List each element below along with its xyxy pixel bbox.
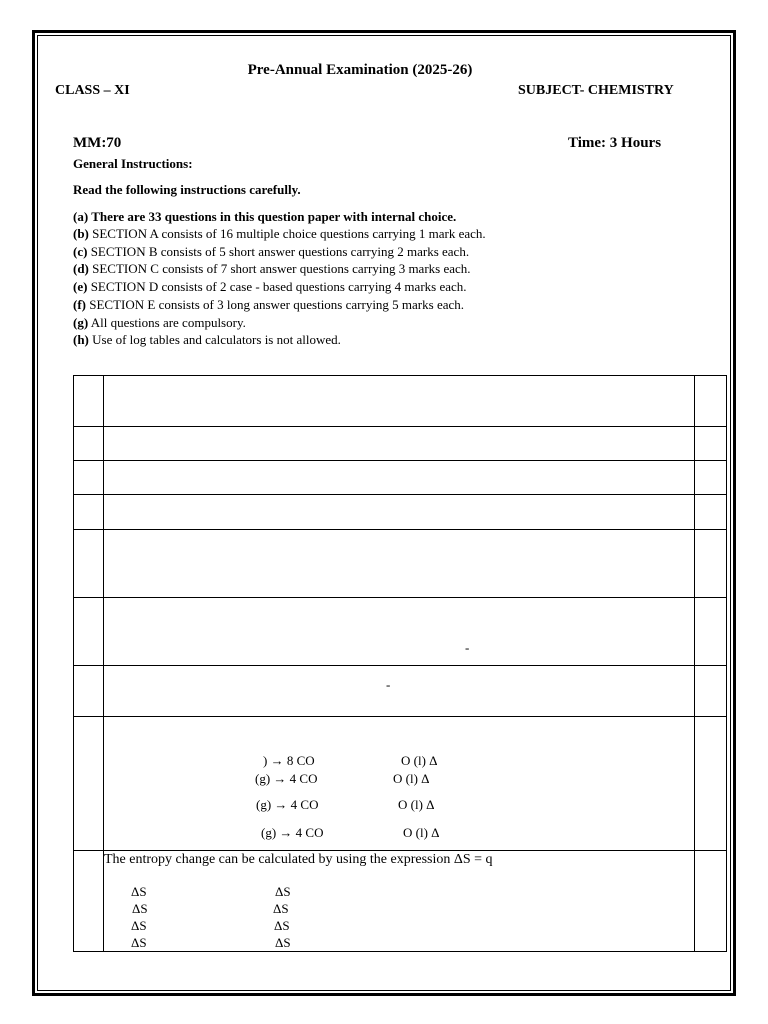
instructions-heading: General Instructions:: [73, 156, 193, 171]
instruction-item: [73, 315, 246, 331]
instruction-text: SECTION B consists of 5 short answer questions carrying 2 marks each.: [90, 244, 470, 259]
equation-left: (g) → 4 CO: [256, 797, 319, 812]
instruction-marker: (g): [73, 315, 89, 330]
instruction-item: [73, 279, 467, 295]
equation-left: ) → 8 CO: [263, 753, 315, 768]
instruction-marker: (e): [73, 279, 88, 294]
instruction-item: [73, 332, 341, 348]
equation-right: O (l) Δ: [403, 825, 440, 840]
option-right: ΔS: [275, 884, 291, 899]
equation-right: O (l) Δ: [398, 797, 435, 812]
table-row-divider: [74, 426, 726, 427]
table-dash: -: [386, 677, 391, 692]
instruction-text: There are 33 questions in this question paper with internal choice.: [91, 209, 457, 224]
instruction-item: [73, 261, 471, 277]
table-row-divider: [74, 850, 726, 851]
instruction-text: All questions are compulsory.: [90, 315, 246, 330]
instruction-text: SECTION C consists of 7 short answer questions carrying 3 marks each.: [92, 261, 471, 276]
option-right: ΔS: [273, 901, 289, 916]
instruction-text: SECTION E consists of 3 long answer questions carrying 5 marks each.: [89, 297, 465, 312]
equation-left: (g) → 4 CO: [255, 771, 318, 786]
instructions-read-line: Read the following instructions carefully.: [73, 182, 301, 197]
class-label: CLASS – XI: [55, 83, 130, 98]
subject-label: SUBJECT- CHEMISTRY: [518, 83, 674, 98]
instruction-item: [73, 209, 456, 225]
table-row-divider: [74, 665, 726, 666]
question-table: [73, 375, 727, 952]
table-column-divider: [694, 376, 695, 951]
exam-title: Pre-Annual Examination (2025-26): [247, 62, 473, 78]
instruction-text: SECTION A consists of 16 multiple choice questions carrying 1 mark each.: [92, 226, 486, 241]
instruction-marker: (f): [73, 297, 86, 312]
instruction-item: [73, 297, 464, 313]
option-left: ΔS: [132, 901, 148, 916]
instruction-item: [73, 226, 486, 242]
table-row-divider: [74, 494, 726, 495]
instruction-marker: (h): [73, 332, 89, 347]
equation-right: O (l) Δ: [401, 753, 438, 768]
instruction-text: SECTION D consists of 2 case - based questions carrying 4 marks each.: [90, 279, 467, 294]
instruction-marker: (a): [73, 209, 89, 224]
table-dash: -: [465, 640, 470, 655]
instruction-text: Use of log tables and calculators is not allowed.: [92, 332, 341, 347]
time-allowed: Time: 3 Hours: [568, 135, 662, 151]
equation-right: O (l) Δ: [393, 771, 430, 786]
max-marks: MM:70: [73, 135, 122, 151]
table-row-divider: [74, 716, 726, 717]
table-row-divider: [74, 460, 726, 461]
equation-left: (g) → 4 CO: [261, 825, 324, 840]
option-left: ΔS: [131, 884, 147, 899]
instruction-marker: (b): [73, 226, 89, 241]
instruction-marker: (d): [73, 261, 89, 276]
option-left: ΔS: [131, 935, 147, 950]
option-left: ΔS: [131, 918, 147, 933]
option-right: ΔS: [275, 935, 291, 950]
entropy-question-text: The entropy change can be calculated by using the expression ΔS = q: [104, 852, 493, 867]
instruction-marker: (c): [73, 244, 88, 259]
table-row-divider: [74, 529, 726, 530]
table-row-divider: [74, 597, 726, 598]
instruction-item: [73, 244, 469, 260]
option-right: ΔS: [274, 918, 290, 933]
